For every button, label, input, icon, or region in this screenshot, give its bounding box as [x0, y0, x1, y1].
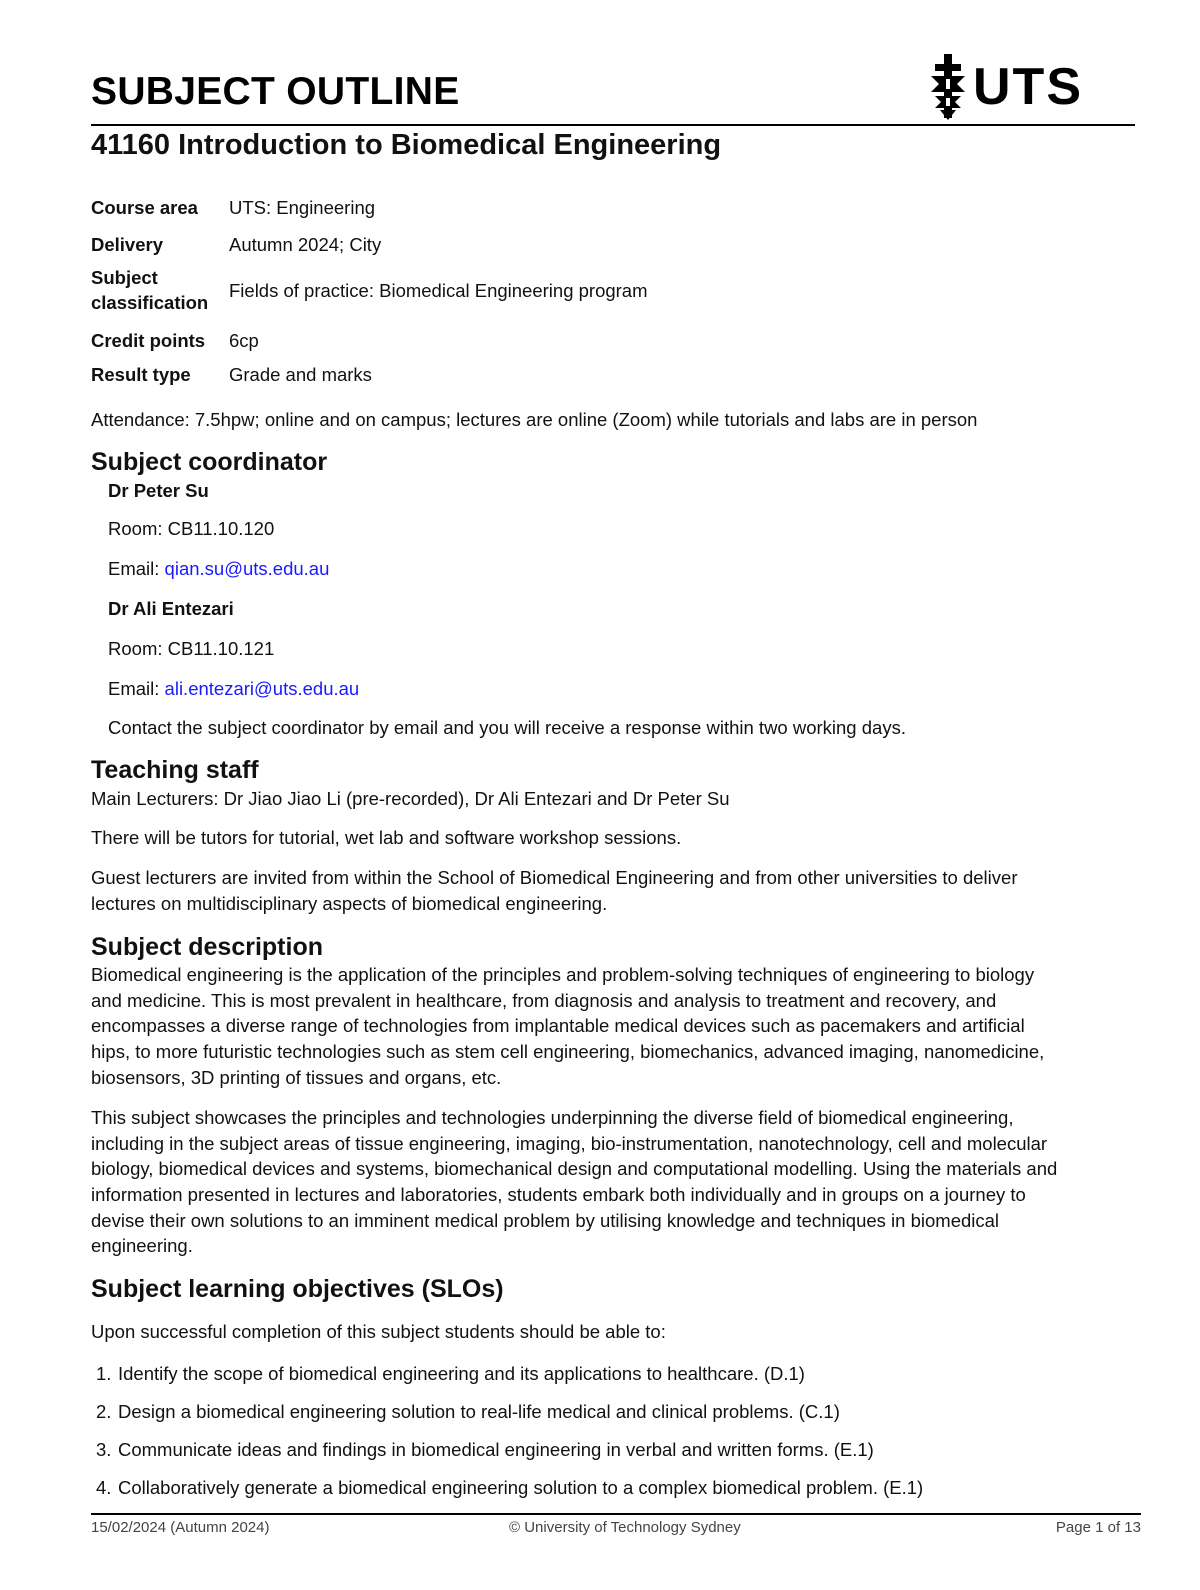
- subject-title: 41160 Introduction to Biomedical Engineering: [91, 129, 722, 161]
- slo-text: Identify the scope of biomedical engineering and its applications to healthcare. (D.1): [118, 1363, 805, 1384]
- attendance-text: Attendance: 7.5hpw; online and on campus; lectures are online (Zoom) while tutorials and labs are in person: [91, 409, 978, 430]
- info-value: Grade and marks: [229, 363, 372, 385]
- subject-info-table: [91, 193, 648, 391]
- info-row-result-type: [91, 357, 648, 391]
- slo-number: 4.: [96, 1477, 112, 1498]
- slo-number: 3.: [96, 1439, 112, 1460]
- description-line: and medicine. This is most prevalent in healthcare, from diagnosis and analysis to treatment and recovery, and: [91, 990, 997, 1011]
- description-line: Biomedical engineering is the application of the principles and problem-solving techniques of engineering to biology: [91, 964, 1035, 985]
- description-line: hips, to more futuristic technologies such as stem cell engineering, biomechanics, advanced imaging, nanomedicine,: [91, 1041, 1045, 1062]
- footer-divider: [91, 1513, 1141, 1515]
- description-line: This subject showcases the principles and technologies underpinning the diverse field of biomedical engineering,: [91, 1107, 1014, 1128]
- teaching-staff-heading: Teaching staff: [91, 756, 259, 784]
- info-label: Result type: [91, 363, 191, 385]
- email-link[interactable]: qian.su@uts.edu.au: [164, 558, 330, 579]
- coordinator-email-line: [108, 676, 1152, 702]
- tutors-text: There will be tutors for tutorial, wet lab and software workshop sessions.: [91, 827, 682, 848]
- header-divider: [91, 124, 1135, 126]
- slo-heading: Subject learning objectives (SLOs): [91, 1275, 504, 1303]
- coordinator-email-line: [108, 556, 1152, 582]
- coordinator-room: Room: CB11.10.120: [108, 518, 275, 539]
- description-line: biology, biomedical devices and systems, biomechanical design and computational modelling. Using the materials and: [91, 1158, 1058, 1179]
- slo-item: [96, 1431, 923, 1469]
- page-header: [91, 58, 1135, 126]
- slo-text: Design a biomedical engineering solution to real-life medical and clinical problems. (C.1): [118, 1401, 840, 1422]
- email-link[interactable]: ali.entezari@uts.edu.au: [164, 678, 360, 699]
- info-value: Fields of practice: Biomedical Engineering program: [229, 279, 648, 301]
- email-label: Email:: [108, 678, 160, 699]
- footer-copyright: © University of Technology Sydney: [509, 1519, 741, 1536]
- info-row-credit-points: [91, 323, 648, 357]
- footer-date: 15/02/2024 (Autumn 2024): [91, 1519, 270, 1536]
- slo-number: 1.: [96, 1363, 112, 1384]
- info-label: Subject classification: [91, 267, 209, 313]
- email-label: Email:: [108, 558, 160, 579]
- guest-lecturers-line: lectures on multidisciplinary aspects of biomedical engineering.: [91, 893, 608, 914]
- uts-crest-icon: [927, 52, 969, 122]
- description-line: devise their own solutions to an imminent medical problem by utilising knowledge and techniques in biomedical: [91, 1210, 1000, 1231]
- description-line: encompasses a diverse range of technologies from implantable medical devices such as pacemakers and artificial: [91, 1015, 1025, 1036]
- slo-number: 2.: [96, 1401, 112, 1422]
- description-line: information presented in lectures and laboratories, students embark both individually and in groups on a journey to: [91, 1184, 1026, 1205]
- main-lecturers-text: Main Lecturers: Dr Jiao Jiao Li (pre-recorded), Dr Ali Entezari and Dr Peter Su: [91, 788, 730, 809]
- document-title: SUBJECT OUTLINE: [91, 70, 460, 113]
- info-value: 6cp: [229, 329, 259, 351]
- slo-intro: Upon successful completion of this subject students should be able to:: [91, 1321, 666, 1342]
- coordinator-heading: Subject coordinator: [91, 448, 328, 476]
- footer-page-number: Page 1 of 13: [1055, 1519, 1141, 1536]
- slo-item: [96, 1355, 923, 1393]
- description-line: biosensors, 3D printing of tissues and organs, etc.: [91, 1067, 502, 1088]
- description-line: engineering.: [91, 1235, 193, 1256]
- info-row-course-area: [91, 193, 648, 221]
- subject-description-heading: Subject description: [91, 933, 323, 961]
- info-value: UTS: Engineering: [229, 196, 376, 218]
- guest-lecturers-line: Guest lecturers are invited from within the School of Biomedical Engineering and from other universities to deliver: [91, 867, 1018, 888]
- coordinator-room: Room: CB11.10.121: [108, 638, 275, 659]
- slo-text: Collaboratively generate a biomedical engineering solution to a complex biomedical problem. (E.1): [118, 1477, 924, 1498]
- info-row-classification: [91, 261, 648, 319]
- coordinator-name: Dr Ali Entezari: [108, 598, 234, 619]
- info-label: Course area: [91, 196, 198, 218]
- info-row-delivery: [91, 227, 648, 261]
- description-line: including in the subject areas of tissue engineering, imaging, bio-instrumentation, nanotechnology, cell and molecular: [91, 1133, 1048, 1154]
- info-label: Delivery: [91, 233, 163, 255]
- coordinator-name: Dr Peter Su: [108, 480, 209, 501]
- slo-list: [96, 1355, 923, 1507]
- info-label: Credit points: [91, 329, 206, 351]
- info-value: Autumn 2024; City: [229, 233, 382, 255]
- slo-text: Communicate ideas and findings in biomedical engineering in verbal and written forms. (E.1): [118, 1439, 874, 1460]
- slo-item: [96, 1393, 923, 1431]
- slo-item: [96, 1469, 923, 1507]
- contact-note: Contact the subject coordinator by email and you will receive a response within two working days.: [108, 717, 906, 738]
- uts-logo: [927, 48, 1102, 126]
- logo-text: UTS: [973, 58, 1083, 116]
